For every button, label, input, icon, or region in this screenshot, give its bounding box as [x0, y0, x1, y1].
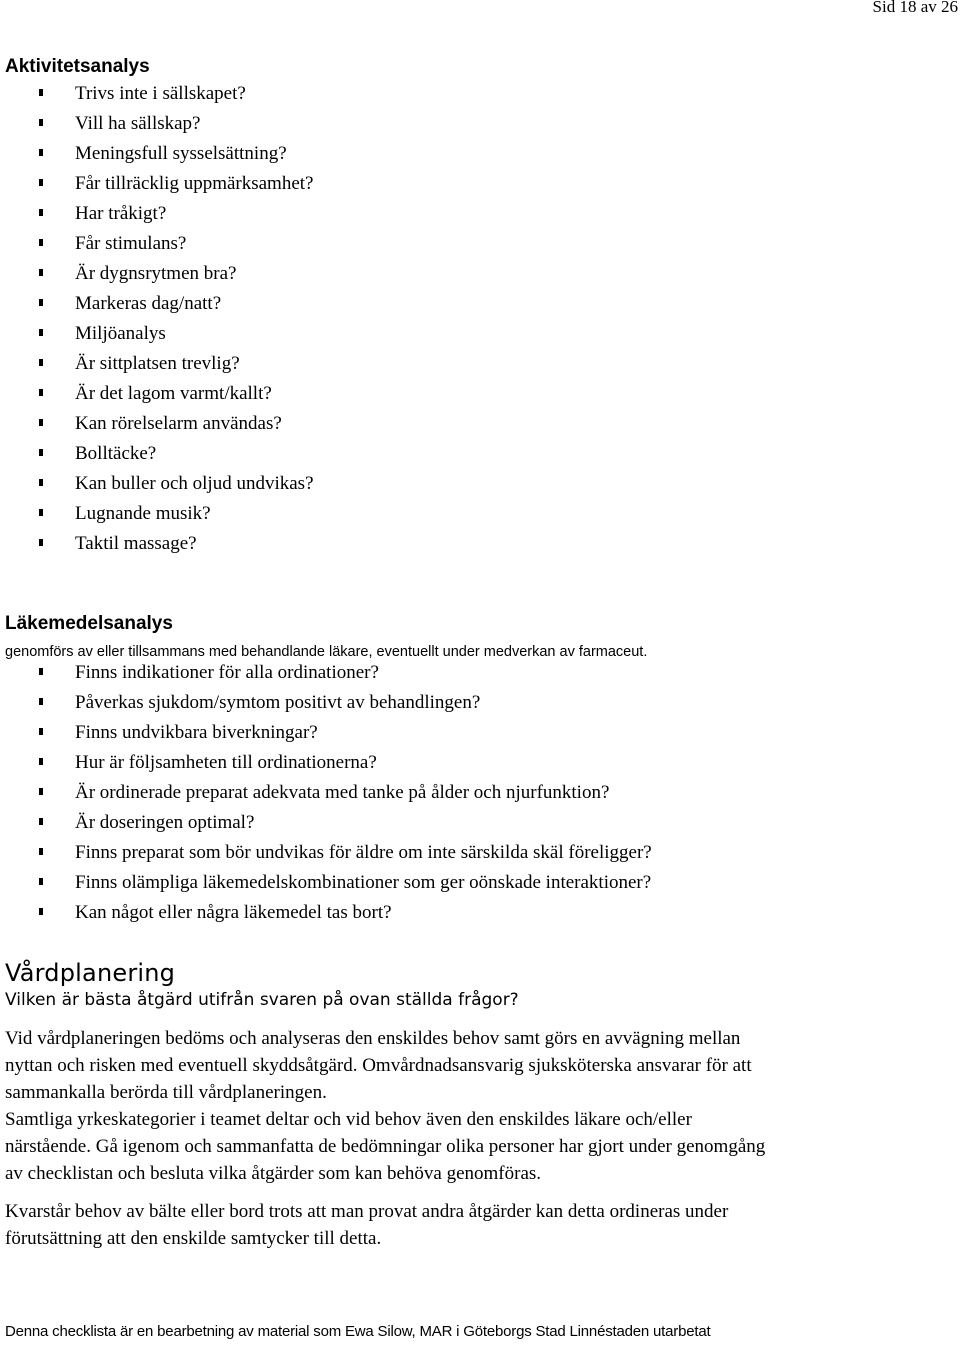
square-bullet-icon: [39, 209, 43, 216]
square-bullet-icon: [39, 788, 43, 795]
list-item: Miljöanalys: [5, 319, 955, 349]
section-lakemedelsanalys: [5, 612, 955, 928]
list-item: Markeras dag/natt?: [5, 289, 955, 319]
list-item: Taktil massage?: [5, 529, 955, 559]
square-bullet-icon: [39, 359, 43, 366]
square-bullet-icon: [39, 389, 43, 396]
section-vardplanering: [5, 958, 955, 1252]
list-item: Finns olämpliga läkemedelskombinationer som ger oönskade interaktioner?: [5, 868, 955, 898]
vardplanering-question: Vilken är bästa åtgärd utifrån svaren på ovan ställda frågor?: [5, 990, 519, 1010]
square-bullet-icon: [39, 149, 43, 156]
square-bullet-icon: [39, 668, 43, 675]
list-item: Har tråkigt?: [5, 199, 955, 229]
square-bullet-icon: [39, 479, 43, 486]
lakemedelsanalys-subtitle: genomförs av eller tillsammans med behandlande läkare, eventuellt under medverkan av farmaceut.: [5, 644, 648, 660]
square-bullet-icon: [39, 728, 43, 735]
paragraph-line: Vid vårdplaneringen bedöms och analyseras den enskildes behov samt görs en avvägning mellan: [5, 1028, 741, 1049]
page-number: Sid 18 av 26: [872, 0, 958, 16]
square-bullet-icon: [39, 419, 43, 426]
paragraph-line: nyttan och risken med eventuell skyddsåtgärd. Omvårdnadsansvarig sjuksköterska ansvarar för att: [5, 1055, 752, 1076]
list-item: Lugnande musik?: [5, 499, 955, 529]
square-bullet-icon: [39, 878, 43, 885]
square-bullet-icon: [39, 449, 43, 456]
heading-lakemedelsanalys: Läkemedelsanalys: [5, 613, 173, 634]
square-bullet-icon: [39, 758, 43, 765]
list-item: Får tillräcklig uppmärksamhet?: [5, 169, 955, 199]
list-item: Är dygnsrytmen bra?: [5, 259, 955, 289]
list-item: Får stimulans?: [5, 229, 955, 259]
square-bullet-icon: [39, 848, 43, 855]
list-item: Meningsfull sysselsättning?: [5, 139, 955, 169]
square-bullet-icon: [39, 329, 43, 336]
list-item: Är doseringen optimal?: [5, 808, 955, 838]
list-item: Finns indikationer för alla ordinationer?: [5, 658, 955, 688]
aktivitetsanalys-list: [5, 79, 955, 559]
list-item: Finns preparat som bör undvikas för äldre om inte särskilda skäl föreligger?: [5, 838, 955, 868]
heading-aktivitetsanalys: Aktivitetsanalys: [5, 56, 150, 77]
vardplanering-paragraph-1: [5, 1025, 940, 1187]
list-item: Vill ha sällskap?: [5, 109, 955, 139]
square-bullet-icon: [39, 239, 43, 246]
paragraph-line: närstående. Gå igenom och sammanfatta de bedömningar olika personer har gjort under genomgång: [5, 1136, 766, 1157]
heading-vardplanering: Vårdplanering: [5, 959, 176, 987]
paragraph-line: sammankalla berörda till vårdplaneringen.: [5, 1082, 327, 1103]
list-item: Hur är följsamheten till ordinationerna?: [5, 748, 955, 778]
square-bullet-icon: [39, 539, 43, 546]
list-item: Är ordinerade preparat adekvata med tanke på ålder och njurfunktion?: [5, 778, 955, 808]
lakemedelsanalys-list: [5, 658, 955, 928]
list-item: Trivs inte i sällskapet?: [5, 79, 955, 109]
paragraph-line: Kvarstår behov av bälte eller bord trots att man provat andra åtgärder kan detta ordineras under: [5, 1201, 729, 1222]
list-item: Är sittplatsen trevlig?: [5, 349, 955, 379]
list-item: Kan rörelselarm användas?: [5, 409, 955, 439]
list-item: Påverkas sjukdom/symtom positivt av behandlingen?: [5, 688, 955, 718]
square-bullet-icon: [39, 179, 43, 186]
square-bullet-icon: [39, 509, 43, 516]
section-aktivitetsanalys: [5, 55, 955, 559]
list-item: Kan buller och oljud undvikas?: [5, 469, 955, 499]
list-item: Bolltäcke?: [5, 439, 955, 469]
square-bullet-icon: [39, 89, 43, 96]
vardplanering-paragraph-2: [5, 1198, 940, 1252]
paragraph-line: förutsättning att den enskilde samtycker till detta.: [5, 1228, 382, 1249]
page-footer: Denna checklista är en bearbetning av material som Ewa Silow, MAR i Göteborgs Stad Linnéstaden utarbetat: [5, 1323, 711, 1340]
list-item: Kan något eller några läkemedel tas bort?: [5, 898, 955, 928]
square-bullet-icon: [39, 299, 43, 306]
square-bullet-icon: [39, 818, 43, 825]
square-bullet-icon: [39, 119, 43, 126]
square-bullet-icon: [39, 908, 43, 915]
list-item: Finns undvikbara biverkningar?: [5, 718, 955, 748]
square-bullet-icon: [39, 698, 43, 705]
list-item: Är det lagom varmt/kallt?: [5, 379, 955, 409]
paragraph-line: Samtliga yrkeskategorier i teamet deltar och vid behov även den enskildes läkare och/eller: [5, 1109, 692, 1130]
paragraph-line: av checklistan och besluta vilka åtgärder som kan behöva genomföras.: [5, 1163, 542, 1184]
square-bullet-icon: [39, 269, 43, 276]
